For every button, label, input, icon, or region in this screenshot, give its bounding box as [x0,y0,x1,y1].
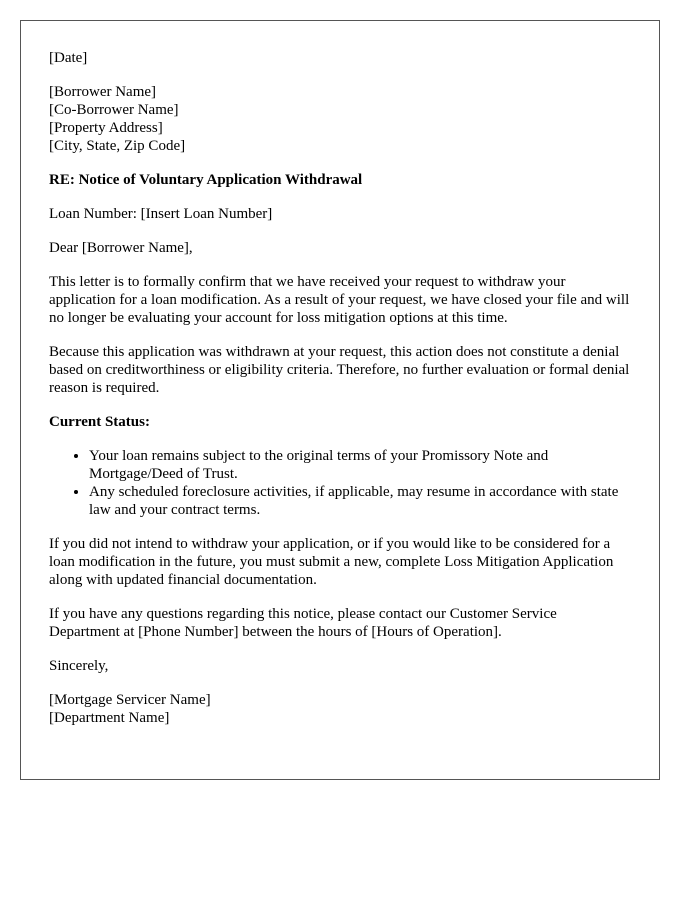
department-name: [Department Name] [49,710,170,726]
body-paragraph-not-denial: Because this application was withdrawn at your request, this action does not constitute a denial based on creditworthiness or eligibility criteria. Therefore, no further evaluation or formal denial reason is required. [49,344,630,396]
letter-subject: RE: Notice of Voluntary Application Withdrawal [49,172,363,188]
list-item: • Any scheduled foreclosure activities, if applicable, may resume in accordance with state law and your contract terms. [89,483,631,519]
city-state-zip: [City, State, Zip Code] [49,138,186,154]
letter-date: [Date] [49,50,88,66]
list-item: • Your loan remains subject to the original terms of your Promissory Note and Mortgage/Deed of Trust. [89,447,631,483]
servicer-name: [Mortgage Servicer Name] [49,692,211,708]
co-borrower-name: [Co-Borrower Name] [49,102,179,118]
recipient-address-block [49,83,631,155]
loan-number-line: Loan Number: [Insert Loan Number] [49,206,273,222]
current-status-heading: Current Status: [49,414,150,430]
borrower-name: [Borrower Name] [49,84,157,100]
property-address: [Property Address] [49,120,163,136]
salutation: Dear [Borrower Name], [49,240,193,256]
signature-block [49,691,631,727]
body-paragraph-reapply: If you did not intend to withdraw your application, or if you would like to be considered for a loan modification in the future, you must submit a new, complete Loss Mitigation Application along with updated financial documentation. [49,536,614,588]
body-paragraph-contact: If you have any questions regarding this notice, please contact our Customer Service Department at [Phone Number] between the hours of [Hours of Operation]. [49,606,557,640]
current-status-list [49,447,631,519]
letter-page [20,20,660,780]
closing: Sincerely, [49,658,109,674]
body-paragraph-confirmation: This letter is to formally confirm that we have received your request to withdraw your application for a loan modification. As a result of your request, we have closed your file and will no longer be evaluating your account for loss mitigation options at this time. [49,274,630,326]
